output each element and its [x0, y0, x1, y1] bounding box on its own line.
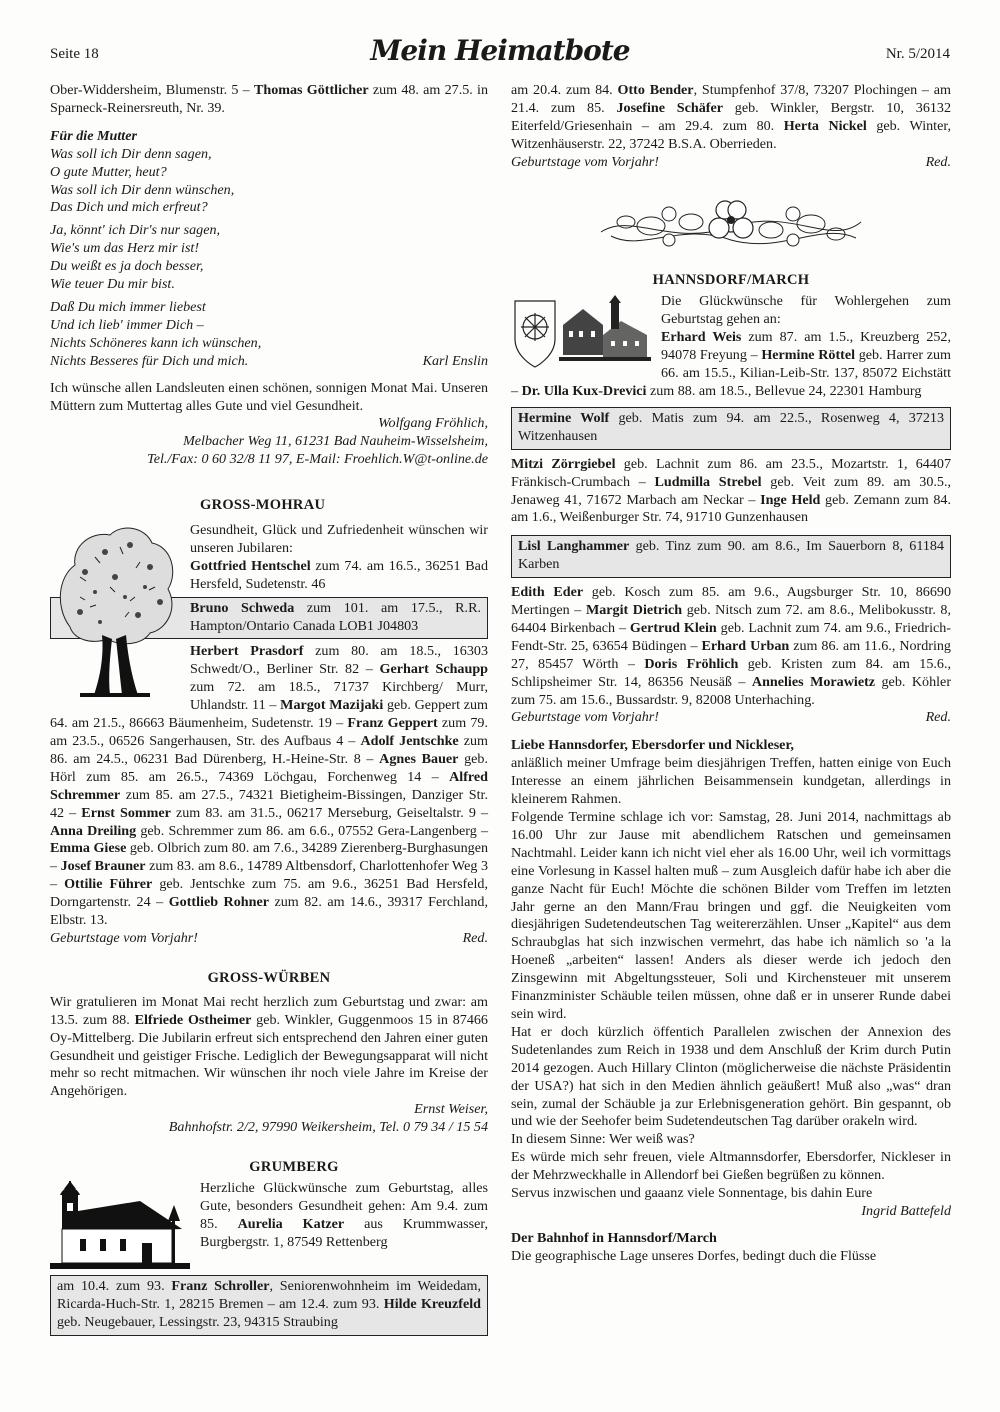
poem-stanza: Was soll ich Dir denn sagen, O gute Mutter, heut? Was soll ich Dir denn wünschen, Das Dich und mich erfreut?	[50, 145, 235, 216]
poem-title: Für die Mutter	[50, 127, 137, 144]
letter: Liebe Hannsdorfer, Ebersdorfer und Nickleser, anläßlich meiner Umfrage beim diesjährigen Treffen, hatten einige von Euch Interesse an einem jährlichen Beisammensein kundgetan, allerdings in kleinerem Rahmen. Folgende Termine schlage ich vor: Samstag, 28. Juni 2014, nachmittags ab 16.00 Uhr zur Jause mit abendlichem Ratschen und gemeinsamen Nachtmahl. Leider kann ich nicht viel eher als 16.00 Uhr, weil ich vormittags eine Vorlesung in Kassel halten muß – zum Ausgleich dafür habe ich aber die ganze Nacht für Euch! Möchte die schönen Bilder vom Treffen im letzten Jahr gerne an den Mann/Frau bringen und ggf. die Neuigkeiten vom diesjährigen Sudetendeutschen Tag weitererzählen. Unser „Kapitel“ aus dem Schraubglas hat sich inzwischen vermehrt, das habe ich nämlich so 'a la Hoeneß „arbeiten“ lassen! Anders als dieser werde ich jedoch den Zinsgewinn mit Abgeltungssteuer, Soli und Kirchensteuer mit unserem Finanzminister Schäuble teilen müssen, ohne daß er in unserer Runde dabei sein wird. Hat er doch kürzlich öffentich Parallelen zwischen der Annexion des Sudetenlandes zum Reich in 1938 und dem Anschluß der Krim durch Putin 2014 gezogen. Auch Hillary Clinton (möglicherweise die nächste Präsidentin der USA?) hat sich in den Medien ähnlich geäußert! Muß also „was“ dran sein, zumal der Schäuble ja zur Erlebnisgeneration gehört. Bin gespannt, ob und wie der Seehofer beim Sudetendeutschen Tag darüber orakeln wird. In diesem Sinne: Wer weiß was? Es würde mich sehr freuen, viele Altmannsdorfer, Ebersdorfer, Nickleser in der Mehrzweckhalle in Allendorf bei Gießen begrüßen zu können. Servus inzwischen und gaaanz viele Sonnentage, bis dahin Eure Ingrid Battefeld	[511, 737, 951, 1219]
poem	[50, 146, 488, 371]
town-illustration	[511, 295, 651, 373]
page-number: Seite 18	[50, 46, 99, 62]
section-title: HANNSDORF/MARCH	[652, 271, 810, 288]
section-title: GRUMBERG	[249, 1159, 339, 1176]
signature: Ernst Weiser,	[414, 1101, 488, 1118]
section-title: GROSS-WÜRBEN	[207, 969, 331, 986]
poem-stanza: Daß Du mich immer liebest Und ich lieb' immer Dich – Nichts Schöneres kann ich wünschen, Nichts Besseres für Dich und mich. Karl Enslin	[50, 298, 488, 369]
greeting-signature: Wolfgang Fröhlich,	[378, 415, 488, 432]
continued-list: am 20.4. zum 84. Otto Bender, Stumpfenhof 37/8, 73207 Plochingen – am 21.4. zum 85. Josefine Schäfer geb. Winkler, Bergstr. 10, 36132 Eiterfeld/Griesenhain – am 29.4. zum 80. Herta Nickel geb. Winter, Witzenhäuserstr. 22, 37242 B.S.A. Oberrieden.	[511, 82, 952, 152]
church-illustration	[50, 1181, 190, 1271]
article-heading: Der Bahnhof in Hannsdorf/March	[511, 1229, 717, 1246]
section-hannsdorf: HANNSDORF/MARCH Die Glückwünsche für Wohlergehen zum Geburtstag gehen an: Erhard Weis zum 87. am 1.5., Kreuzberg 252, 94078 Freyung – Hermine Röttel geb. Harrer zum 66. am 15.5., Kilian-Leib-Str. 137, 85072 Eichstätt – Dr. Ulla Kux-Drevici zum 88. am 18.5., Bellevue 24, 22301 Hamburg Hermine Wolf geb. Matis zum 94. am 22.5., Rosenweg 4, 37213 Witzenhausen Mitzi Zörrgiebel geb. Lachnit zum 86. am 23.5., Mozartstr. 1, 64407 Fränkisch-Crumbach – Ludmilla Strebel geb. Veit zum 89. am 30.5., Jenaweg 41, 71672 Marbach am Neckar – Inge Held geb. Zemann zum 84. am 1.6., Weißenburger Str. 74, 91710 Gunzenhausen Lisl Langhammer geb. Tinz zum 90. am 8.6., Im Sauerborn 8, 61184 Karben Edith Eder geb. Kosch zum 85. am 9.6., Augsburger Str. 10, 86690 Mertingen – Margit Dietrich geb. Nitsch zum 72. am 8.6., Melibokusstr. 8, 64404 Birkenbach – Gertrud Klein geb. Lachnit zum 74. am 9.6., Friedrich-Fendt-Str. 25, 63654 Büdingen – Erhard Urban zum 86. am 11.6., Nordring 27, 85457 Wörth – Doris Fröhlich geb. Kristen zum 84. am 15.6., Schlipsheimer Str. 14, 86356 Neusäß – Annelies Morawietz geb. Köhler zum 75. am 15.6., Bussardstr. 9, 82008 Unterhaching. Geburtstage vom Vorjahr! Red.	[511, 271, 952, 726]
tree-illustration	[50, 517, 180, 699]
right-column	[511, 82, 951, 1266]
highlight-box: am 10.4. zum 93. Franz Schroller, Seniorenwohnheim im Weidedam, Ricarda-Huch-Str. 1, 28215 Bremen – am 12.4. zum 93. Hilde Kreuzfeld geb. Neugebauer, Lessingstr. 23, 94315 Straubing	[50, 1275, 488, 1336]
letter-signature: Ingrid Battefeld	[861, 1202, 951, 1219]
section-footer: Geburtstage vom Vorjahr! Red.	[511, 709, 951, 726]
poem-stanza: Ja, könnt' ich Dir's nur sagen, Wie's um das Herz mir ist! Du weißt es ja doch besser, Wie teuer Du mir bist.	[50, 222, 221, 293]
highlight-box: Lisl Langhammer geb. Tinz zum 90. am 8.6., Im Sauerborn 8, 61184 Karben	[511, 535, 951, 578]
section-bahnhof: Der Bahnhof in Hannsdorf/March Die geographische Lage unseres Dorfes, bedingt duch die Flüsse	[511, 1230, 951, 1266]
poem-author: Karl Enslin	[422, 352, 488, 369]
floral-divider-icon	[591, 192, 871, 258]
section-grumberg: GRUMBERG Herzliche Glückwünsche zum Geburtstag, alles Gute, besonders Gesundheit gehen: Am 9.4. zum 85. Aurelia Katzer aus Krummwasser, Burgbergstr. 1, 87549 Rettenberg am 10.4. zum 93. Franz Schroller, Seniorenwohnheim im Weidedam, Ricarda-Huch-Str. 1, 28215 Bremen – am 12.4. zum 93. Hilde Kreuzfeld geb. Neugebauer, Lessingstr. 23, 94315 Straubing	[50, 1159, 488, 1336]
issue-number: Nr. 5/2014	[885, 46, 950, 62]
left-column: Ober-Widdersheim, Blumenstr. 5 – Thomas Göttlicher zum 48. am 27.5. in Sparneck-Reinersreuth, Nr. 39. Für die Mutter Was soll ich Dir denn sagen, O gute Mutter, heut? Was soll ich Dir denn wünschen, Das Dich und mich erfreut? Ja, könnt' ich Dir's nur sagen, Wie's um das Herz mir ist! Du weißt es ja doch besser, Wie teuer Du mir bist. Daß Du mich immer liebest Und ich lieb' immer Dich – Nichts Schöneres kann ich wünschen, Nichts Besseres für Dich und mich. Karl Enslin Ich wünsche allen Landsleuten einen schönen, sonnigen Monat Mai. Unseren Müttern zum Muttertag alles Gute und viel Gesundheit. Wolfgang Fröhlich, Melbacher Weg 11, 61231 Bad Nauheim-Wisselsheim, Tel./Fax: 0 60 32/8 11 97, E-Mail: Froehlich.W@t-online.de GROSS-MOHRAU Gesundheit, Glück und Zufriedenheit wünschen wir unseren Jubilaren: Gottfried Hentschel zum 74. am 16.5., 36251 Bad Hersfeld, Sudetenstr. 46 Bruno Schweda zum 101. am 17.5., R.R. Hampton/Ontario Canada LOB1 J04803 Herbert Prasdorf zum 80. am 18.5., 16303 Schwedt/O., Berliner Str. 82 – Gerhart Schaupp zum 72. am 18.5., 71737 Kirchberg/ Murr, Uhlandstr. 11 – Margot Mazijaki geb. Geppert zum 64. am 21.5., 86663 Bäumenheim, Sudetenstr. 19 – Franz Geppert zum 79. am 23.5., 06526 Sangerhausen, Str. des Aufbaus 4 – Adolf Jentschke zum 86. am 24.5., 06231 Bad Dürenberg, H.-Heine-Str. 8 – Agnes Bauer geb. Hörl zum 85. am 26.5., 74369 Löchgau, Forchenweg 14 – Alfred Schremmer zum 85. am 27.5., 74321 Bietigheim-Bissingen, Danziger Str. 42 – Ernst Sommer zum 83. am 31.5., 06217 Merseburg, Geiseltalstr. 9 – Anna Dreiling geb. Schremmer zum 86. am 6.6., 07552 Gera-Langenberg – Emma Giese geb. Olbrich zum 80. am 7.6., 34289 Zierenberg-Burghasungen – Josef Brauner zum 83. am 8.6., 14789 Altbensdorf, Charlottenhofer Weg 3 – Ottilie Führer geb. Jentschke zum 75. am 9.6., 36251 Bad Hersfeld, Dorngartenstr. 24 – Gottlieb Rohner zum 82. am 14.6., 39317 Ferchland, Elbstr. 13. Geburtstage vom Vorjahr! Red. GROSS-WÜRBEN Wir gratulieren im Monat Mai recht herzlich zum Geburtstag und zwar: am 13.5. zum 88. Elfriede Ostheimer geb. Winkler, Guggenmoos 15 in 87466 Oy-Mittelberg. Die Jubilarin erfreut sich entsprechend den Jahren einer guten Gesundheit und geistiger Frische. Lediglich der Bewegungsapparat will nicht mehr so recht mitmachen. Wir wünschen ihr noch viele Jahre im Kreise der Angehörigen. Ernst Weiser, Bahnhofstr. 2/2, 97990 Weikersheim, Tel. 0 79 34 / 15 54 GRUMBERG Herzliche Glückwünsche zum Geburtstag, alles Gute, besonders Gesundheit gehen: Am 9.4. zum 85. Aurelia Katzer aus Krummwasser, Burgbergstr. 1, 87549 Rettenberg am 10.4. zum 93. Franz Schroller, Seniorenwohnheim im Weidedam, Ricarda-Huch-Str. 1, 28215 Bremen – am 12.4. zum 93. Hilde Kreuzfeld geb. Neugebauer, Lessingstr. 23, 94315 Straubing	[50, 82, 488, 1336]
highlight-box: Bruno Schweda zum 101. am 17.5., R.R. Hampton/Ontario Canada LOB1 J04803	[50, 597, 488, 640]
section-title: GROSS-MOHRAU	[200, 497, 326, 514]
section-gross-wuerben: GROSS-WÜRBEN Wir gratulieren im Monat Mai recht herzlich zum Geburtstag und zwar: am 13.5. zum 88. Elfriede Ostheimer geb. Winkler, Guggenmoos 15 in 87466 Oy-Mittelberg. Die Jubilarin erfreut sich entsprechend den Jahren einer guten Gesundheit und geistiger Frische. Lediglich der Bewegungsapparat will nicht mehr so recht mitmachen. Wir wünschen ihr noch viele Jahre im Kreise der Angehörigen. Ernst Weiser, Bahnhofstr. 2/2, 97990 Weikersheim, Tel. 0 79 34 / 15 54	[50, 969, 488, 1136]
masthead-logo: Mein Heimatbote	[370, 34, 630, 67]
section-footer: Geburtstage vom Vorjahr! Red.	[511, 153, 951, 170]
greeting-text: Ich wünsche allen Landsleuten einen schönen, sonnigen Monat Mai. Unseren Müttern zum Muttertag alles Gute und viel Gesundheit.	[50, 379, 488, 414]
intro-paragraph: Ober-Widdersheim, Blumenstr. 5 – Thomas Göttlicher zum 48. am 27.5. in Sparneck-Reinersreuth, Nr. 39.	[50, 82, 489, 116]
section-footer: Geburtstage vom Vorjahr! Red.	[50, 929, 488, 946]
section-gross-mohrau: GROSS-MOHRAU Gesundheit, Glück und Zufriedenheit wünschen wir unseren Jubilaren: Gottfried Hentschel zum 74. am 16.5., 36251 Bad Hersfeld, Sudetenstr. 46 Bruno Schweda zum 101. am 17.5., R.R. Hampton/Ontario Canada LOB1 J04803 Herbert Prasdorf zum 80. am 18.5., 16303 Schwedt/O., Berliner Str. 82 – Gerhart Schaupp zum 72. am 18.5., 71737 Kirchberg/ Murr, Uhlandstr. 11 – Margot Mazijaki geb. Geppert zum 64. am 21.5., 86663 Bäumenheim, Sudetenstr. 19 – Franz Geppert zum 79. am 23.5., 06526 Sangerhausen, Str. des Aufbaus 4 – Adolf Jentschke zum 86. am 24.5., 06231 Bad Dürenberg, H.-Heine-Str. 8 – Agnes Bauer geb. Hörl zum 85. am 26.5., 74369 Löchgau, Forchenweg 14 – Alfred Schremmer zum 85. am 27.5., 74321 Bietigheim-Bissingen, Danziger Str. 42 – Ernst Sommer zum 83. am 31.5., 06217 Merseburg, Geiseltalstr. 9 – Anna Dreiling geb. Schremmer zum 86. am 6.6., 07552 Gera-Langenberg – Emma Giese geb. Olbrich zum 80. am 7.6., 34289 Zierenberg-Burghasungen – Josef Brauner zum 83. am 8.6., 14789 Altbensdorf, Charlottenhofer Weg 3 – Ottilie Führer geb. Jentschke zum 75. am 9.6., 36251 Bad Hersfeld, Dorngartenstr. 24 – Gottlieb Rohner zum 82. am 14.6., 39317 Ferchland, Elbstr. 13. Geburtstage vom Vorjahr! Red.	[50, 497, 489, 946]
letter-heading: Liebe Hannsdorfer, Ebersdorfer und Nickleser,	[511, 737, 794, 754]
highlight-box: Hermine Wolf geb. Matis zum 94. am 22.5., Rosenweg 4, 37213 Witzenhausen	[511, 407, 951, 450]
birthday-list: Herbert Prasdorf zum 80. am 18.5., 16303 Schwedt/O., Berliner Str. 82 – Gerhart Schaupp zum 72. am 18.5., 71737 Kirchberg/ Murr, Uhlandstr. 11 – Margot Mazijaki geb. Geppert zum 64. am 21.5., 86663 Bäumenheim, Sudetenstr. 19 – Franz Geppert zum 79. am 23.5., 06526 Sangerhausen, Str. des Aufbaus 4 – Adolf Jentschke zum 86. am 24.5., 06231 Bad Dürenberg, H.-Heine-Str. 8 – Agnes Bauer geb. Hörl zum 85. am 26.5., 74369 Löchgau, Forchenweg 14 – Alfred Schremmer zum 85. am 27.5., 74321 Bietigheim-Bissingen, Danziger Str. 42 – Ernst Sommer zum 83. am 31.5., 06217 Merseburg, Geiseltalstr. 9 – Anna Dreiling geb. Schremmer zum 86. am 6.6., 07552 Gera-Langenberg – Emma Giese geb. Olbrich zum 80. am 7.6., 34289 Zierenberg-Burghasungen – Josef Brauner zum 83. am 8.6., 14789 Altbensdorf, Charlottenhofer Weg 3 – Ottilie Führer geb. Jentschke zum 75. am 9.6., 36251 Bad Hersfeld, Dorngartenstr. 24 – Gottlieb Rohner zum 82. am 14.6., 39317 Ferchland, Elbstr. 13.	[50, 643, 489, 929]
page-header	[50, 30, 950, 70]
